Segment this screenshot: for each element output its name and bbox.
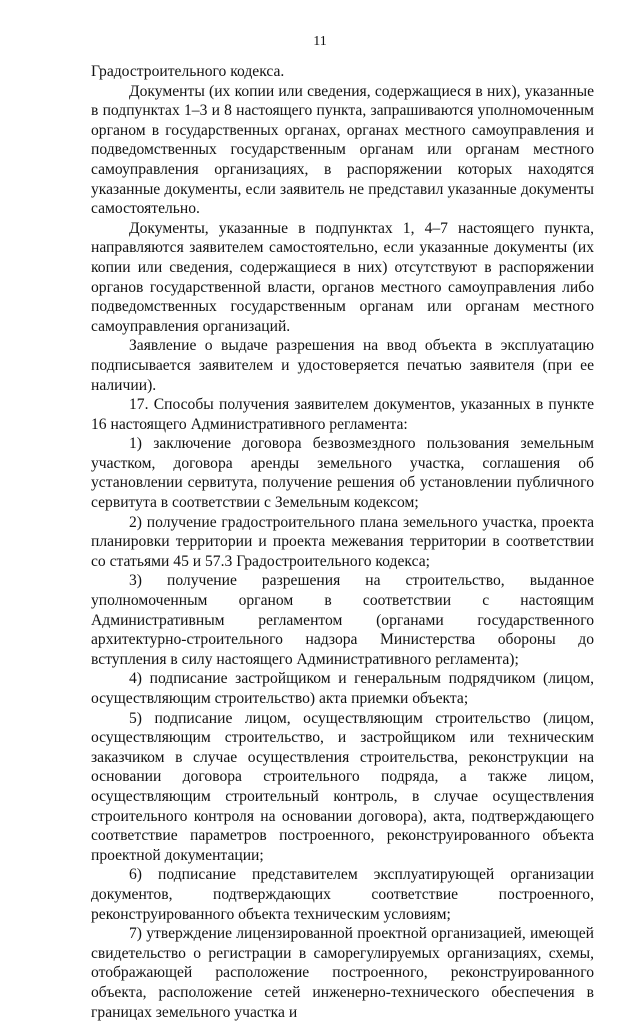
list-item: 6) подписание представителем эксплуатирующей организации документов, подтверждающих соответствие построенного, реконструированного объекта техническим условиям; (91, 866, 594, 923)
paragraph: Градостроительного кодекса. (91, 63, 285, 80)
page-number: 11 (313, 34, 327, 49)
paragraph: 17. Способы получения заявителем документов, указанных в пункте 16 настоящего Административного регламента: (91, 396, 594, 433)
list-item: 5) подписание лицом, осуществляющим строительство (лицом, осуществляющим строительство, и застройщиком или техническим заказчиком в случае осуществления строительства, реконструкции на основании договора строительного подряда, а также лицом, осуществляющим строительный контроль, в случае осуществления строительного контроля на основании договора), акта, подтверждающего соответствие параметров построенного, реконструированного объекта проектной документации; (91, 709, 594, 864)
list-item: 2) получение градостроительного плана земельного участка, проекта планировки территории и проекта межевания территории в соответствии со статьями 45 и 57.3 Градостроительного кодекса; (91, 513, 594, 570)
paragraph: Документы, указанные в подпунктах 1, 4–7 настоящего пункта, направляются заявителем самостоятельно, если указанные документы (их копии или сведения, содержащиеся в них) отсутствуют в распоряжении органов государственной власти, органов местного самоуправления либо подведомственных государственным органам или органам местного самоуправления организаций. (91, 219, 594, 335)
list-item: 3) получение разрешения на строительство, выданное уполномоченным органом в соответствии с настоящим Административным регламентом (органами государственного архитектурно-строительного надзора Министерства обороны до вступления в силу настоящего Административного регламента); (91, 572, 594, 668)
document-body (91, 62, 594, 1022)
paragraph: Заявление о выдаче разрешения на ввод объекта в эксплуатацию подписывается заявителем и удостоверяется печатью заявителя (при ее наличии). (91, 337, 594, 394)
list-item: 7) утверждение лицензированной проектной организацией, имеющей свидетельство о регистрации в саморегулируемых организациях, схемы, отображающей расположение построенного, реконструированного объекта, расположение сетей инженерно-технического обеспечения в границах земельного участка и (91, 925, 594, 1021)
paragraph: Документы (их копии или сведения, содержащиеся в них), указанные в подпунктах 1–3 и 8 настоящего пункта, запрашиваются уполномоченным органом в государственных органах, органах местного самоуправления и подведомственных государственным органам или органам местного самоуправления организациях, в распоряжении которых находятся указанные документы, если заявитель не представил указанные документы самостоятельно. (91, 82, 594, 218)
list-item: 1) заключение договора безвозмездного пользования земельным участком, договора аренды земельного участка, соглашения об установлении сервитута, получение решения об установлении публичного сервитута в соответствии с Земельным кодексом; (91, 435, 594, 512)
list-item: 4) подписание застройщиком и генеральным подрядчиком (лицом, осуществляющим строительство) акта приемки объекта; (91, 670, 594, 707)
